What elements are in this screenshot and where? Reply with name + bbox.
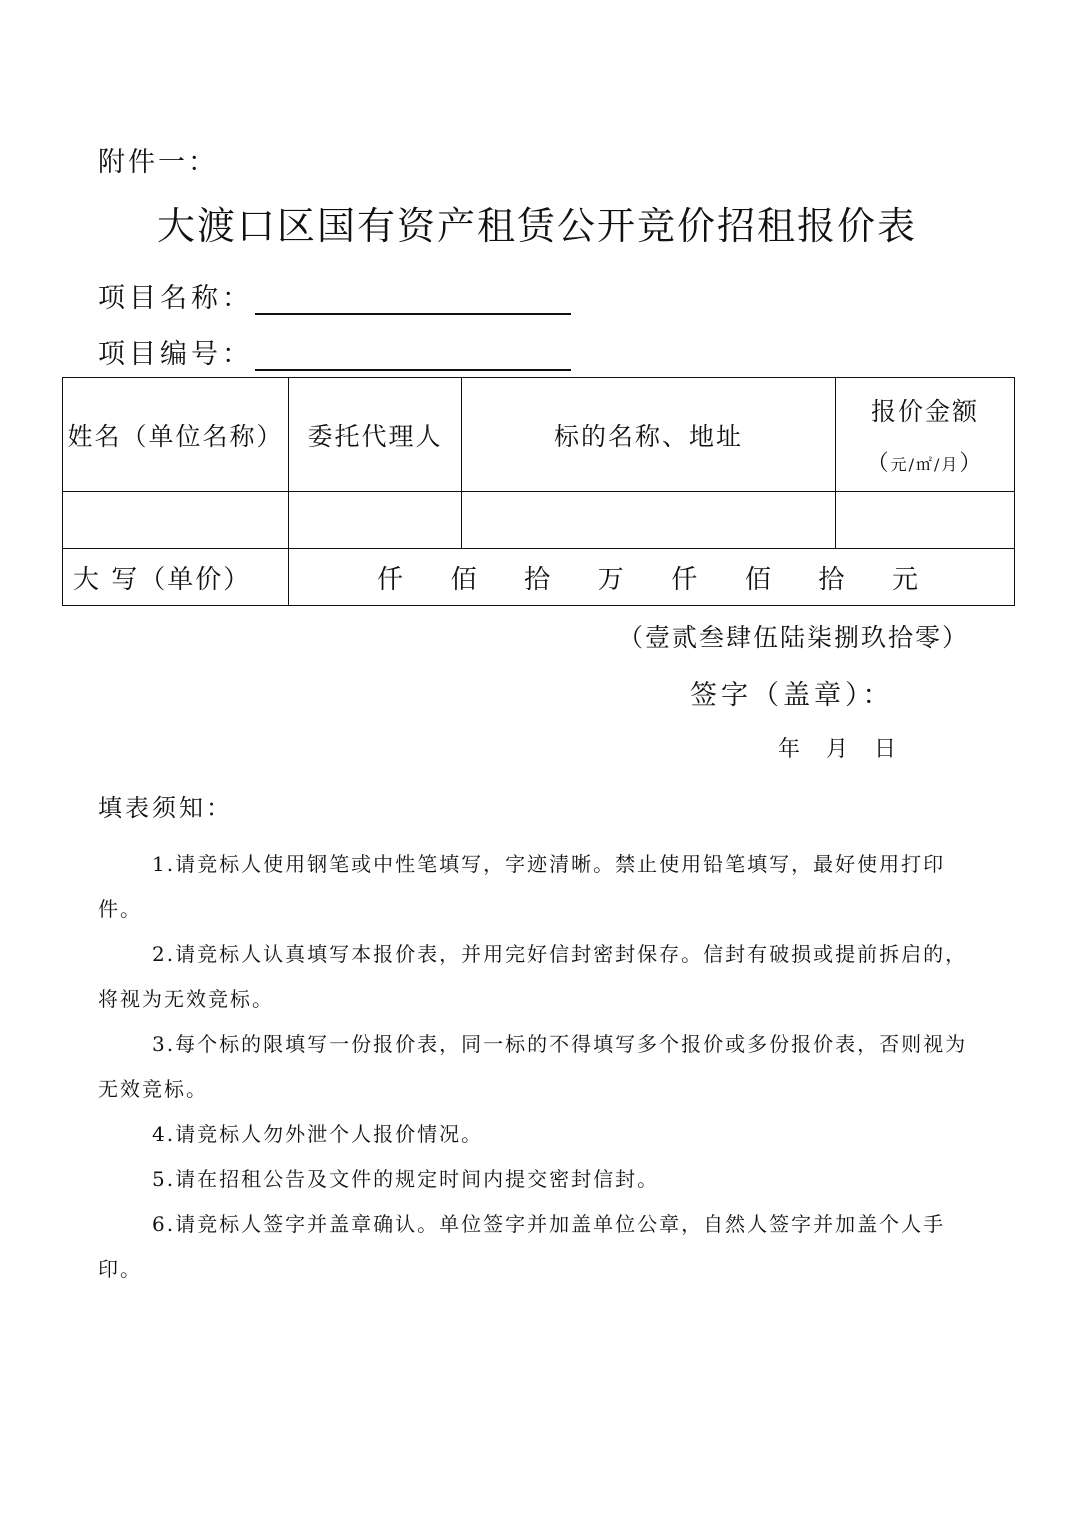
notes-list <box>98 842 978 1292</box>
header-amount: 报价金额 <box>870 397 979 426</box>
note-item: 6.请竞标人签字并盖章确认。单位签字并加盖单位公章，自然人签字并加盖个人手印。 <box>98 1212 946 1281</box>
unit-paren-open: （ <box>866 451 891 476</box>
project-name-field[interactable] <box>255 283 571 315</box>
attachment-label: 附件一： <box>98 147 218 178</box>
note-item: 3.每个标的限填写一份报价表，同一标的不得填写多个报价或多份报价表，否则视为无效竞标。 <box>98 1032 968 1101</box>
unit-item: 拾 <box>524 564 551 595</box>
agent-input-cell[interactable] <box>289 492 462 549</box>
table-input-row <box>63 492 1015 549</box>
capital-row <box>63 549 1015 606</box>
capital-label: 大 写（单价） <box>63 549 289 606</box>
unit-item: 仟 <box>671 564 698 595</box>
page-title: 大渡口区国有资产租赁公开竞价招租报价表 <box>156 204 917 248</box>
unit-paren-close: ） <box>959 451 984 476</box>
note-item: 1.请竞标人使用钢笔或中性笔填写，字迹清晰。禁止使用铅笔填写，最好使用打印件。 <box>98 852 946 921</box>
capital-digits-hint: （壹贰叁肆伍陆柒捌玖拾零） <box>617 623 969 652</box>
table-header-row <box>63 378 1015 492</box>
date-year: 年 <box>778 737 801 762</box>
target-input-cell[interactable] <box>462 492 836 549</box>
header-agent: 委托代理人 <box>289 378 462 492</box>
bid-table <box>62 377 1015 606</box>
project-number-row <box>98 332 571 371</box>
date-month: 月 <box>826 737 849 762</box>
project-number-label: 项目编号： <box>98 339 253 370</box>
unit-item: 拾 <box>818 564 845 595</box>
unit-item: 佰 <box>450 564 477 595</box>
capital-units-cell[interactable] <box>289 549 1015 606</box>
signature-label: 签字（盖章）： <box>690 680 894 711</box>
unit-item: 万 <box>597 564 624 595</box>
header-amount-cell <box>836 378 1015 492</box>
header-target: 标的名称、地址 <box>462 378 836 492</box>
project-name-label: 项目名称： <box>98 283 253 314</box>
amount-input-cell[interactable] <box>836 492 1015 549</box>
name-input-cell[interactable] <box>63 492 289 549</box>
header-amount-unit: 元/㎡/月 <box>890 455 960 474</box>
date-line <box>778 732 922 763</box>
note-item: 5.请在招租公告及文件的规定时间内提交密封信封。 <box>152 1167 660 1191</box>
date-day: 日 <box>874 737 897 762</box>
unit-item: 元 <box>891 564 918 595</box>
unit-item: 仟 <box>377 564 404 595</box>
notes-title: 填表须知： <box>98 794 233 822</box>
project-name-row <box>98 276 571 315</box>
project-number-field[interactable] <box>255 339 571 371</box>
header-name: 姓名（单位名称） <box>63 378 289 492</box>
note-item: 2.请竞标人认真填写本报价表，并用完好信封密封保存。信封有破损或提前拆启的，将视为无效竞标。 <box>98 942 968 1011</box>
note-item: 4.请竞标人勿外泄个人报价情况。 <box>152 1122 484 1146</box>
capital-units <box>289 559 1014 596</box>
unit-item: 佰 <box>744 564 771 595</box>
header-amount-unit-wrap <box>836 446 1014 477</box>
